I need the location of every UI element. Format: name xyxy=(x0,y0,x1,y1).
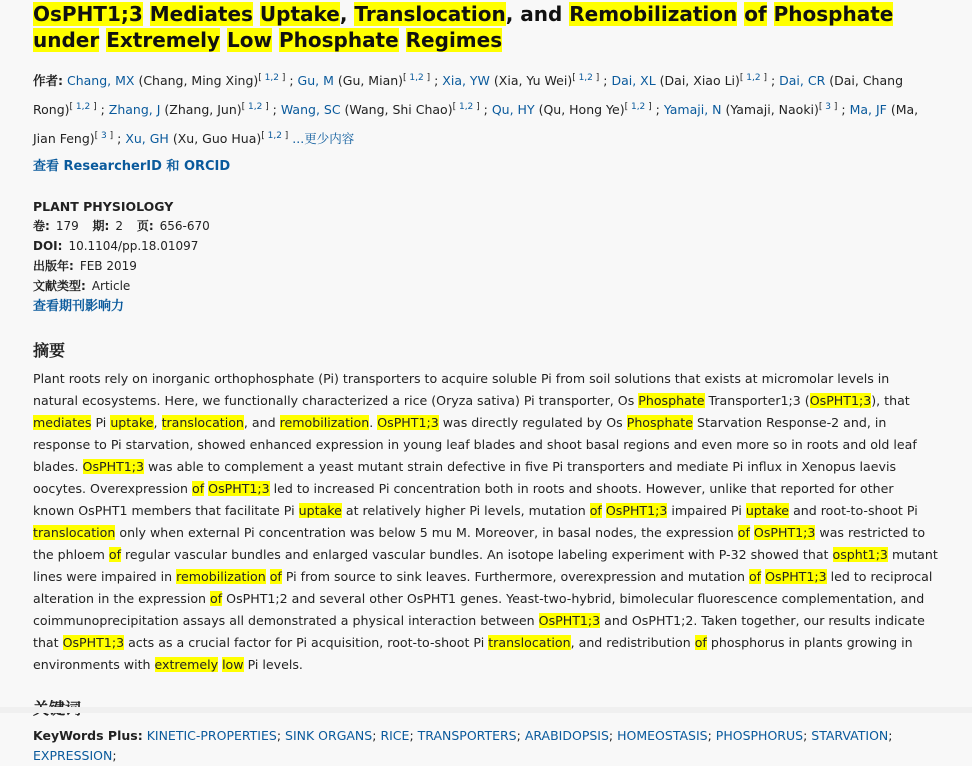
abstract-segment: OsPHT1;2 and several other OsPHT1 genes. Yeast-two-hybrid, bimolecular fluorescence complementation, and coimmunoprecipitation assays all demonstrated a physical interaction between xyxy=(33,591,925,628)
abstract-segment: regular vascular bundles and enlarged vascular bundles. An isotope labeling experiment with P-32 showed that xyxy=(121,547,833,562)
author-fullname: (Dai, Xiao Li) xyxy=(659,73,740,88)
keyword-link[interactable]: TRANSPORTERS xyxy=(417,728,517,743)
abstract-segment: Plant roots rely on inorganic orthophosphate (Pi) transporters to acquire soluble Pi from soil solutions that exists at micromolar levels in natural ecosystems. Here, we functionally characterized a rice (Oryza sativa) Pi transporter, Os xyxy=(33,371,890,408)
issue-label: 期: xyxy=(92,219,110,233)
abstract-highlight: of xyxy=(737,525,750,540)
pages-label: 页: xyxy=(136,219,154,233)
title-highlight: Phosphate xyxy=(278,28,399,52)
pubyear-row xyxy=(33,256,938,276)
title-highlight: Regimes xyxy=(405,28,503,52)
show-less-link[interactable]: ...更少内容 xyxy=(288,131,355,146)
abstract-highlight: translocation xyxy=(488,635,571,650)
abstract-text xyxy=(33,368,938,676)
affiliation-link[interactable]: 1,2 xyxy=(248,102,263,112)
abstract-highlight: Phosphate xyxy=(638,393,705,408)
author-link[interactable]: Dai, CR xyxy=(779,73,826,88)
abstract-highlight: of xyxy=(589,503,602,518)
title-highlight: Low xyxy=(227,28,272,52)
abstract-highlight: OsPHT1;3 xyxy=(809,393,872,408)
affiliation-link[interactable]: 3 xyxy=(101,131,107,141)
journal-impact-link[interactable]: 查看期刊影响力 xyxy=(33,299,125,314)
author-fullname: (Xia, Yu Wei) xyxy=(493,73,573,88)
abstract-highlight: extremely xyxy=(154,657,219,672)
author-fullname: (Qu, Hong Ye) xyxy=(538,102,625,117)
abstract-highlight: OsPHT1;3 xyxy=(82,459,145,474)
author-fullname: (Yamaji, Naoki) xyxy=(725,102,819,117)
author-fullname: (Zhang, Jun) xyxy=(164,102,242,117)
doi-label: DOI: xyxy=(33,239,63,253)
abstract-segment: Transporter1;3 ( xyxy=(704,393,810,408)
keyword-link[interactable]: ARABIDOPSIS xyxy=(524,728,609,743)
abstract-segment: , and xyxy=(243,415,280,430)
author-fullname: (Gu, Mian) xyxy=(337,73,404,88)
author-link[interactable]: Xia, YW xyxy=(442,73,490,88)
record-page xyxy=(33,0,938,766)
abstract-segment: Pi levels. xyxy=(243,657,303,672)
doctype-label: 文献类型: xyxy=(33,279,86,293)
pubyear-label: 出版年: xyxy=(33,259,74,273)
abstract-highlight: mediates xyxy=(33,415,92,430)
researcher-id-link[interactable]: 查看 ResearcherID 和 ORCID xyxy=(33,159,231,174)
abstract-highlight: OsPHT1;3 xyxy=(62,635,125,650)
abstract-segment: Pi from source to sink leaves. Furthermore, overexpression and mutation xyxy=(281,569,749,584)
abstract-segment: Pi xyxy=(91,415,111,430)
abstract-segment: ), that xyxy=(871,393,910,408)
abstract-highlight: OsPHT1;3 xyxy=(753,525,816,540)
author-link[interactable]: Yamaji, N xyxy=(663,102,722,117)
volume-label: 卷: xyxy=(33,219,50,233)
abstract-highlight: of xyxy=(748,569,762,584)
keyword-link[interactable]: RICE xyxy=(380,728,410,743)
author-affiliation-sup[interactable]: [ 1,2 ] xyxy=(403,73,431,83)
keyword-link[interactable]: HOMEOSTASIS xyxy=(617,728,708,743)
author-affiliation-sup[interactable]: [ 1,2 ] xyxy=(624,102,652,112)
author-affiliation-sup[interactable]: [ 3 ] xyxy=(818,102,838,112)
abstract-highlight: of xyxy=(192,481,205,496)
title-segment xyxy=(272,28,279,52)
doctype-row xyxy=(33,276,938,296)
title-highlight: Extremely xyxy=(106,28,221,52)
authors-label: 作者: xyxy=(33,73,63,88)
abstract-segment: only when external Pi concentration was below 5 mu M. Moreover, in basal nodes, the expression xyxy=(115,525,738,540)
title-segment xyxy=(399,28,406,52)
title-segment xyxy=(253,2,260,26)
author-link[interactable]: Chang, MX xyxy=(66,73,135,88)
pubyear-value: FEB 2019 xyxy=(79,259,137,273)
abstract-segment: mutant lines were impaired in xyxy=(33,547,938,584)
abstract-segment: , xyxy=(153,415,162,430)
title-highlight: Phosphate xyxy=(773,2,894,26)
abstract-highlight: OsPHT1;3 xyxy=(765,569,827,584)
affiliation-link[interactable]: 1,2 xyxy=(267,131,282,141)
volume-value: 179 xyxy=(55,219,79,233)
title-highlight: of xyxy=(744,2,767,26)
title-highlight: Translocation xyxy=(354,2,506,26)
abstract-segment: was directly regulated by Os xyxy=(438,415,627,430)
keywords-plus-row: KeyWords Plus: KINETIC-PROPERTIES; SINK ORGANS; RICE; TRANSPORTERS; ARABIDOPSIS; HOMEOSTASIS; PHOSPHORUS; STARVATION; EXPRESSION; xyxy=(33,728,893,763)
affiliation-link[interactable]: 1,2 xyxy=(264,73,279,83)
abstract-highlight: uptake xyxy=(298,503,342,518)
abstract-heading: 摘要 xyxy=(33,341,66,360)
abstract-segment: acts as a crucial factor for Pi acquisition, root-to-shoot Pi xyxy=(124,635,489,650)
author-affiliation-sup[interactable]: [ 1,2 ] xyxy=(261,131,289,141)
abstract-highlight: OsPHT1;3 xyxy=(208,481,270,496)
author-fullname: (Chang, Ming Xing) xyxy=(138,73,259,88)
abstract-highlight: translocation xyxy=(33,525,116,540)
author-link[interactable]: Qu, HY xyxy=(491,102,535,117)
abstract-highlight: ospht1;3 xyxy=(832,547,888,562)
author-fullname: (Ma, Jian Feng) xyxy=(33,102,919,146)
title-highlight: Mediates xyxy=(149,2,253,26)
keyword-link[interactable]: PHOSPHORUS xyxy=(715,728,804,743)
doctype-value: Article xyxy=(91,279,131,293)
author-link[interactable]: Zhang, J xyxy=(108,102,161,117)
title-highlight: Uptake xyxy=(259,2,340,26)
doi-row xyxy=(33,236,938,256)
affiliation-link[interactable]: 3 xyxy=(825,102,832,112)
author-link[interactable]: Xu, GH xyxy=(125,131,169,146)
abstract-highlight: of xyxy=(694,635,707,650)
author-affiliation-sup[interactable]: [ 1,2 ] xyxy=(69,102,97,112)
author-affiliation-sup[interactable]: [ 1,2 ] xyxy=(572,73,600,83)
keyword-link[interactable]: EXPRESSION xyxy=(33,748,113,763)
abstract-highlight: uptake xyxy=(745,503,790,518)
article-title xyxy=(33,1,938,53)
abstract-segment: , and redistribution xyxy=(570,635,695,650)
abstract-highlight: remobilization xyxy=(279,415,370,430)
volume-issue-pages xyxy=(33,216,938,236)
abstract-highlight: of xyxy=(108,547,122,562)
abstract-highlight: low xyxy=(222,657,244,672)
affiliation-link[interactable]: 1,2 xyxy=(75,102,91,112)
affiliation-link[interactable]: 1,2 xyxy=(746,73,761,83)
abstract-highlight: translocation xyxy=(161,415,244,430)
keyword-link[interactable]: STARVATION xyxy=(811,728,889,743)
author-affiliation-sup[interactable]: [ 3 ] xyxy=(94,131,114,141)
issue-value: 2 xyxy=(115,219,123,233)
abstract-segment: at relatively higher Pi levels, mutation xyxy=(341,503,590,518)
author-link[interactable]: Dai, XL xyxy=(611,73,656,88)
abstract-segment: led to increased Pi concentration both in roots and shoots. However, unlike that reported for other known OsPHT1 members that facilitate Pi xyxy=(33,481,894,518)
abstract-segment: was able to complement a yeast mutant strain defective in five Pi transporters and mediate Pi influx in Xenopus laevis oocytes. Overexpression xyxy=(33,459,897,496)
author-link[interactable]: Wang, SC xyxy=(280,102,341,117)
keywords-plus-label: KeyWords Plus: xyxy=(33,728,143,743)
author-link[interactable]: Ma, JF xyxy=(849,102,887,117)
abstract-segment: was restricted to the phloem xyxy=(33,525,926,562)
affiliation-link[interactable]: 1,2 xyxy=(578,73,593,83)
abstract-highlight: of xyxy=(269,569,282,584)
keyword-link[interactable]: SINK ORGANS xyxy=(285,728,373,743)
bottom-toolbar xyxy=(0,707,972,713)
abstract-highlight: Phosphate xyxy=(626,415,693,430)
doi-value: 10.1104/pp.18.01097 xyxy=(68,239,199,253)
authors-block: 作者: Chang, MX (Chang, Ming Xing)[ 1,2 ] ; Gu, M (Gu, Mian)[ 1,2 ] ; Xia, YW (Xia, Yu Wei)[ 1,2 ] ; Dai, XL (Dai, Xiao Li)[ 1,2 ] ; Dai, CR (Dai, Chang Rong)[ 1,2 ] ; Zhang, J (Zhang, Jun)[ 1,2 ] ; Wang, SC (Wang, Shi Chao)[ 1,2 ] ; Qu, HY (Qu, Hong Ye)[ 1,2 ] ; Yamaji, N (Yamaji, Naoki)[ 3 ] ; Ma, JF (Ma, Jian Feng)[ 3 ] ; Xu, GH (Xu, Guo Hua)[ 1,2 ] ...更少内容 xyxy=(33,73,919,146)
title-segment: , and xyxy=(505,2,570,26)
author-affiliation-sup[interactable]: [ 1,2 ] xyxy=(452,102,480,112)
abstract-highlight: remobilization xyxy=(176,569,266,584)
pages-value: 656-670 xyxy=(159,219,210,233)
title-highlight: under xyxy=(33,28,100,52)
keyword-link[interactable]: KINETIC-PROPERTIES xyxy=(146,728,277,743)
abstract-segment: and OsPHT1;2. Taken together, our results indicate that xyxy=(33,613,925,650)
title-segment xyxy=(767,2,774,26)
abstract-segment: and root-to-shoot Pi xyxy=(789,503,918,518)
author-affiliation-sup[interactable]: [ 1,2 ] xyxy=(241,102,269,112)
author-affiliation-sup[interactable]: [ 1,2 ] xyxy=(739,73,767,83)
abstract-highlight: OsPHT1;3 xyxy=(605,503,668,518)
title-segment xyxy=(220,28,227,52)
title-highlight: OsPHT1;3 xyxy=(33,2,143,26)
title-segment xyxy=(143,2,150,26)
author-affiliation-sup[interactable]: [ 1,2 ] xyxy=(258,73,286,83)
affiliation-link[interactable]: 1,2 xyxy=(409,73,424,83)
title-segment: , xyxy=(339,2,355,26)
author-fullname: (Xu, Guo Hua) xyxy=(172,131,262,146)
abstract-segment: impaired Pi xyxy=(667,503,746,518)
affiliation-link[interactable]: 1,2 xyxy=(630,102,646,112)
title-highlight: Remobilization xyxy=(569,2,738,26)
author-fullname: (Dai, Chang Rong) xyxy=(33,73,903,117)
author-fullname: (Wang, Shi Chao) xyxy=(344,102,453,117)
author-link[interactable]: Gu, M xyxy=(297,73,334,88)
abstract-highlight: OsPHT1;3 xyxy=(377,415,439,430)
journal-name[interactable]: PLANT PHYSIOLOGY xyxy=(33,199,174,214)
abstract-highlight: uptake xyxy=(110,415,154,430)
abstract-segment: led to reciprocal alteration in the expression xyxy=(33,569,933,606)
affiliation-link[interactable]: 1,2 xyxy=(458,102,474,112)
abstract-segment: Starvation Response-2 and, in response to Pi starvation, showed enhanced expression in young leaf blades and shoot basal regions and even more so in roots and old leaf blades. xyxy=(33,415,917,474)
abstract-segment: . xyxy=(369,415,378,430)
abstract-highlight: OsPHT1;3 xyxy=(538,613,601,628)
abstract-segment: phosphorus in plants growing in environments with xyxy=(33,635,913,672)
abstract-highlight: of xyxy=(210,591,223,606)
